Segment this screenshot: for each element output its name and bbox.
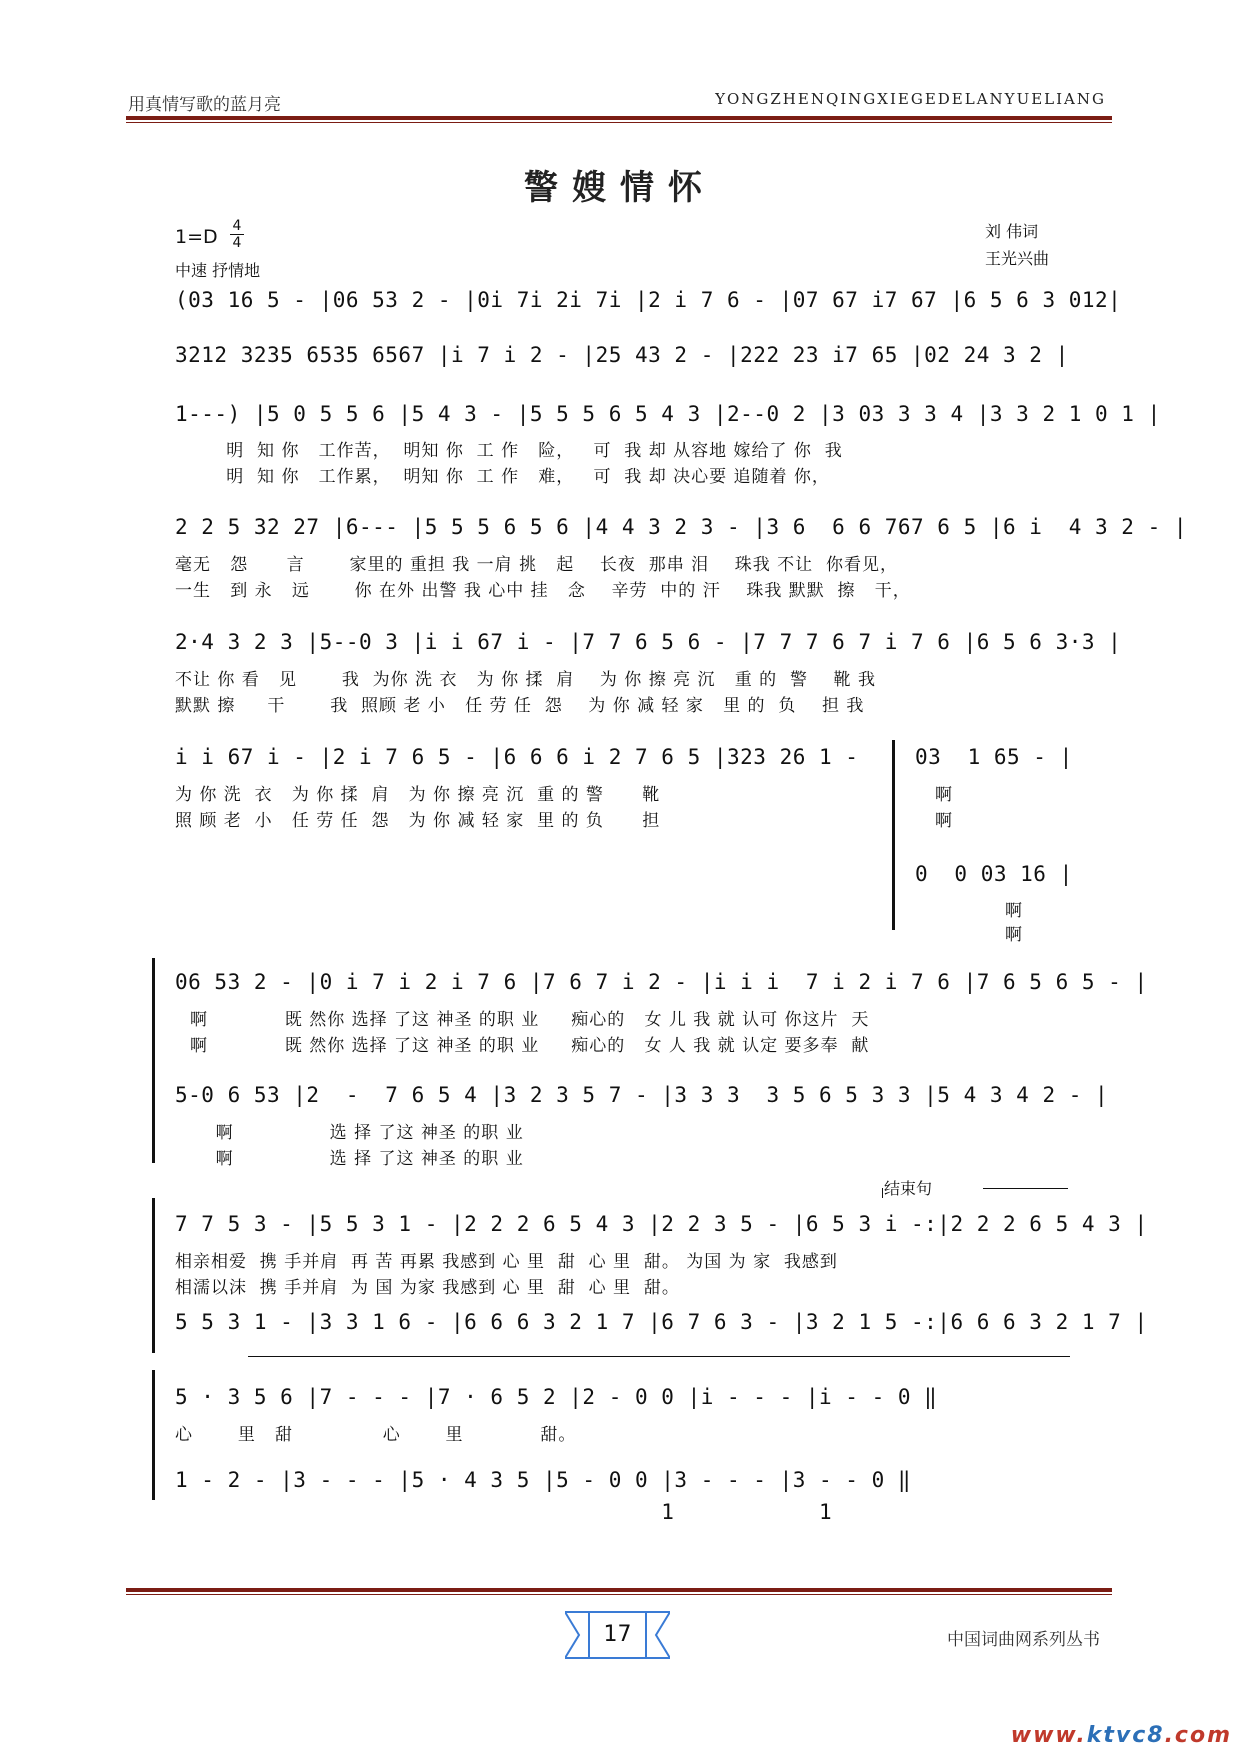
score-line-10: 5 5 3 1 - |3 3 1 6 - |6 6 6 3 2 1 7 |6 7 6 3 - |3 2 1 5 -:|6 6 6 3 2 1 7 | [175, 1310, 1148, 1334]
lyrics-3b: 明 知 你 工作累， 明知 你 工 作 难， 可 我 却 决心要 追随着 你， [175, 467, 830, 487]
footer-rule-thin [126, 1594, 1112, 1595]
system-bracket-11 [152, 1370, 161, 1500]
lyrics-5a: 不让 你 看 见 我 为你 洗 衣 为 你 揉 肩 为 你 擦 亮 沉 重 的 警 靴 我 [175, 670, 876, 690]
lyrics-5b: 默默 擦 干 我 照顾 老 小 任 劳 任 怨 为 你 减 轻 家 里 的 负 担 我 [175, 696, 865, 716]
lyricist-credit: 刘 伟词 [985, 222, 1039, 241]
score-line-3: 1---) |5 0 5 5 6 |5 4 3 - |5 5 5 6 5 4 3 |2--0 2 |3 03 3 3 4 |3 3 2 1 0 1 | [175, 402, 1161, 426]
lyrics-6-upper-a: 啊 [935, 785, 953, 805]
score-line-6-upper: 03 1 65 - | [915, 745, 1073, 769]
lyrics-7a: 啊 既 然你 选择 了这 神圣 的职 业 痴心的 女 儿 我 就 认可 你这片 天 [190, 1010, 870, 1030]
score-line-12: 1 - 2 - |3 - - - |5 · 4 3 5 |5 - 0 0 |3 - - - |3 - - 0 ‖ [175, 1468, 912, 1492]
time-bottom: 4 [232, 235, 242, 251]
time-signature [230, 219, 244, 250]
header-rule [126, 116, 1112, 120]
lyrics-9a: 相亲相爱 携 手并肩 再 苦 再累 我感到 心 里 甜 心 里 甜。 为国 为 家 我感到 [175, 1252, 838, 1272]
score-line-11: 5 · 3 5 6 |7 - - - |7 · 6 5 2 |2 - 0 0 |i - - - |i - - 0 ‖ [175, 1385, 938, 1409]
time-top: 4 [232, 218, 242, 234]
key-signature: 1=D [175, 226, 218, 248]
score-line-2: 3212 3235 6535 6567 |i 7 i 2 - |25 43 2 - |222 23 i7 65 |02 24 3 2 | [175, 343, 1069, 367]
lyrics-8b: 啊 选 择 了这 神圣 的职 业 [190, 1149, 524, 1169]
score-line-6: i i 67 i - |2 i 7 6 5 - |6 6 6 i 2 7 6 5 |323 26 1 - [175, 745, 872, 769]
lyrics-4a: 毫无 怨 言 家里的 重担 我 一肩 挑 起 长夜 那串 泪 珠我 不让 你看见， [175, 555, 898, 575]
lyrics-6-lower-b: 啊 [1005, 925, 1023, 945]
page-number: 17 [603, 1622, 632, 1647]
lyrics-11: 心 里 甜 心 里 甜。 [175, 1425, 577, 1445]
lyrics-6-upper-b: 啊 [935, 811, 953, 831]
footer-series: 中国词曲网系列丛书 [947, 1630, 1100, 1650]
score-line-12-lower: 1 1 [175, 1500, 833, 1524]
composer-credit: 王光兴曲 [985, 249, 1050, 268]
score-line-4: 2 2 5 32 27 |6--- |5 5 5 6 5 6 |4 4 3 2 3 - |3 6 6 6 767 6 5 |6 i 4 3 2 - | [175, 515, 1188, 539]
system-bracket-7 [152, 958, 161, 1163]
system-bracket-6 [892, 740, 901, 930]
lyrics-4b: 一生 到 永 远 你 在外 出警 我 心中 挂 念 辛劳 中的 汗 珠我 默默 擦 干， [175, 581, 911, 601]
header-left: 用真情写歌的蓝月亮 [128, 95, 281, 115]
watermark-prefix: www. [1010, 1723, 1087, 1748]
lyrics-3a: 明 知 你 工作苦， 明知 你 工 作 险， 可 我 却 从容地 嫁给了 你 我 [175, 441, 843, 461]
site-watermark [1011, 1723, 1232, 1748]
watermark-brand: ktvc8 [1086, 1723, 1165, 1748]
lyrics-6b: 照 顾 老 小 任 劳 任 怨 为 你 减 轻 家 里 的 负 担 [175, 811, 661, 831]
lyrics-7b: 啊 既 然你 选择 了这 神圣 的职 业 痴心的 女 人 我 就 认定 要多奉 献 [190, 1036, 870, 1056]
score-line-6-lower: 0 0 03 16 | [915, 862, 1073, 886]
score-line-8: 5-0 6 53 |2 - 7 6 5 4 |3 2 3 5 7 - |3 3 3 3 5 6 5 3 3 |5 4 3 4 2 - | [175, 1083, 1109, 1107]
end-section-line [983, 1188, 1068, 1189]
score-line-9: 7 7 5 3 - |5 5 3 1 - |2 2 2 6 5 4 3 |2 2 3 5 - |6 5 3 i -:|2 2 2 6 5 4 3 | [175, 1212, 1148, 1236]
header-right: YONGZHENQINGXIEGEDELANYUELIANG [715, 90, 1106, 108]
volta-line [248, 1356, 1070, 1357]
score-line-7: 06 53 2 - |0 i 7 i 2 i 7 6 |7 6 7 i 2 - |i i i 7 i 2 i 7 6 |7 6 5 6 5 - | [175, 970, 1148, 994]
lyrics-8a: 啊 选 择 了这 神圣 的职 业 [190, 1123, 524, 1143]
score-line-5: 2·4 3 2 3 |5--0 3 |i i 67 i - |7 7 6 5 6 - |7 7 7 6 7 i 7 6 |6 5 6 3·3 | [175, 630, 1122, 654]
lyrics-6-lower-a: 啊 [1005, 901, 1023, 921]
score-line-1: (03 16 5 - |06 53 2 - |0i 7i 2i 7i |2 i 7 6 - |07 67 i7 67 |6 5 6 3 012| [175, 288, 1122, 312]
watermark-suffix: .com [1164, 1723, 1232, 1748]
header-rule-thin [126, 122, 1112, 123]
lyrics-9b: 相濡以沫 携 手并肩 为 国 为家 我感到 心 里 甜 心 里 甜。 [175, 1278, 680, 1298]
system-bracket-9 [152, 1198, 161, 1353]
lyrics-6a: 为 你 洗 衣 为 你 揉 肩 为 你 擦 亮 沉 重 的 警 靴 [175, 785, 661, 805]
end-section-tick [882, 1188, 883, 1198]
tempo-marking: 中速 抒情地 [175, 261, 261, 280]
end-section-label: 结束句 [884, 1179, 933, 1198]
song-title: 警嫂情怀 [524, 168, 716, 208]
footer-rule [126, 1588, 1112, 1592]
